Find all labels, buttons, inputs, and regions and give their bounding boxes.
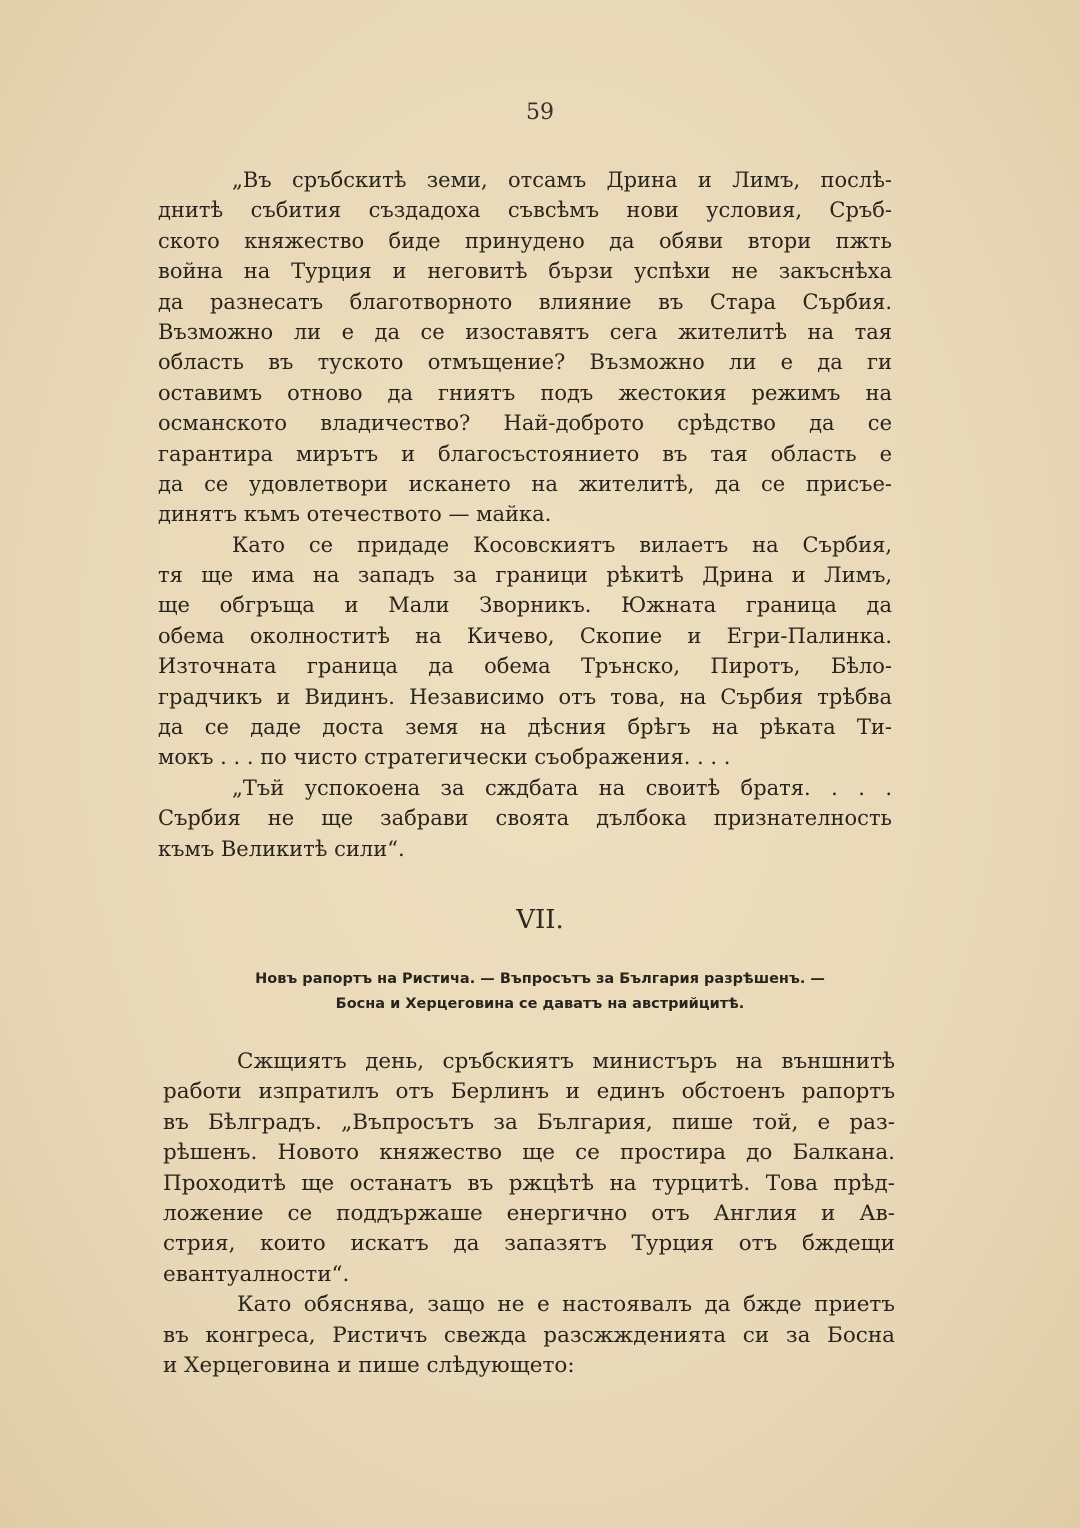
text-line: Сжщиятъ день, сръбскиятъ министъръ на външнитѣ [237, 1049, 895, 1074]
chapter-summary-line: Новъ рапортъ на Ристича. — Въпросътъ за България разрѣшенъ. — [255, 971, 825, 987]
text-line: къмъ Великитѣ сили“. [158, 836, 405, 861]
text-line: динятъ къмъ отечеството — майка. [158, 502, 552, 527]
text-line: Сърбия не ще забрави своята дълбока признателность [158, 806, 892, 831]
chapter-summary-line: Босна и Херцеговина се даватъ на австрийцитѣ. [335, 996, 745, 1012]
text-line: Възможно ли е да се изоставятъ сега жителитѣ на тая [158, 319, 892, 344]
text-section-1 [158, 165, 892, 864]
text-line: въ Бѣлградъ. „Въпросътъ за България, пише той, е раз- [163, 1109, 895, 1135]
text-line: въ конгреса, Ристичъ свежда разсжжденията си за Босна [163, 1322, 895, 1348]
paragraph-serbia-gratitude [158, 773, 892, 864]
text-line: и Херцеговина и пише слѣдующето: [163, 1352, 575, 1378]
text-line: да се даде доста земя на дѣсния брѣгъ на рѣката Ти- [158, 715, 892, 740]
text-line: градчикъ и Видинъ. Независимо отъ това, на Сърбия трѣбва [158, 684, 892, 709]
text-line: ложение се поддържаше енергично отъ Англия и Ав- [163, 1200, 895, 1226]
text-line: ското княжество биде принудено да обяви втори пжть [158, 228, 892, 253]
text-line: мокъ . . . по чисто стратегически съображения. . . . [158, 745, 731, 770]
text-line: Проходитѣ ще останатъ въ ржцѣтѣ на турцитѣ. Това прѣд- [163, 1170, 895, 1196]
text-line: область въ туското отмъщение? Възможно ли е да ги [158, 350, 892, 375]
paragraph-bosnia-reasoning [163, 1290, 895, 1381]
text-line: стрия, които искатъ да запазятъ Турция отъ бждещи [163, 1231, 895, 1257]
text-line: оставимъ отново да гниятъ подъ жестокия режимъ на [158, 380, 892, 405]
text-line: работи изпратилъ отъ Берлинъ и единъ обстоенъ рапортъ [163, 1079, 895, 1105]
text-line: война на Турция и неговитѣ бързи успѣхи не закъснѣха [158, 259, 892, 284]
page-number: 59 [526, 100, 554, 125]
paragraph-ristic-report [163, 1047, 895, 1290]
text-line: да се удовлетвори искането на жителитѣ, да се присъе- [158, 471, 892, 496]
text-section-2 [163, 1047, 895, 1381]
paragraph-serbian-lands [158, 165, 892, 530]
text-line: обема околноститѣ на Кичево, Скопие и Егри-Палинка. [158, 623, 892, 648]
text-line: Източната граница да обема Трънско, Пиротъ, Бѣло- [158, 654, 892, 679]
paragraph-kosovo-vilayet [158, 530, 892, 773]
text-line: ще обгръща и Мали Зворникъ. Южната граница да [158, 593, 892, 618]
text-line: евантуалности“. [163, 1261, 350, 1287]
text-line: да разнесатъ благотворното влияние въ Стара Сърбия. [158, 289, 892, 314]
text-line: рѣшенъ. Новото княжество ще се простира до Балкана. [163, 1140, 895, 1166]
text-line: османското владичество? Най-доброто срѣдство да се [158, 411, 892, 436]
text-line: днитѣ събития създадоха съвсѣмъ нови условия, Сръб- [158, 198, 892, 223]
text-line: Като обяснява, защо не е настоявалъ да бжде приетъ [237, 1292, 895, 1318]
text-line: гарантира мирътъ и благосъстоянието въ тая область е [158, 441, 892, 466]
text-line: тя ще има на западъ за граници рѣкитѣ Дрина и Лимъ, [158, 563, 892, 588]
chapter-summary [150, 967, 930, 1017]
text-line: „Въ сръбскитѣ земи, отсамъ Дрина и Лимъ, послѣ- [232, 168, 892, 192]
text-line: Като се придаде Косовскиятъ вилаетъ на Сърбия, [232, 532, 892, 557]
chapter-numeral: VII. [516, 905, 564, 935]
text-line: „Тъй успокоена за сждбата на своитѣ братя. . . . [232, 775, 892, 800]
